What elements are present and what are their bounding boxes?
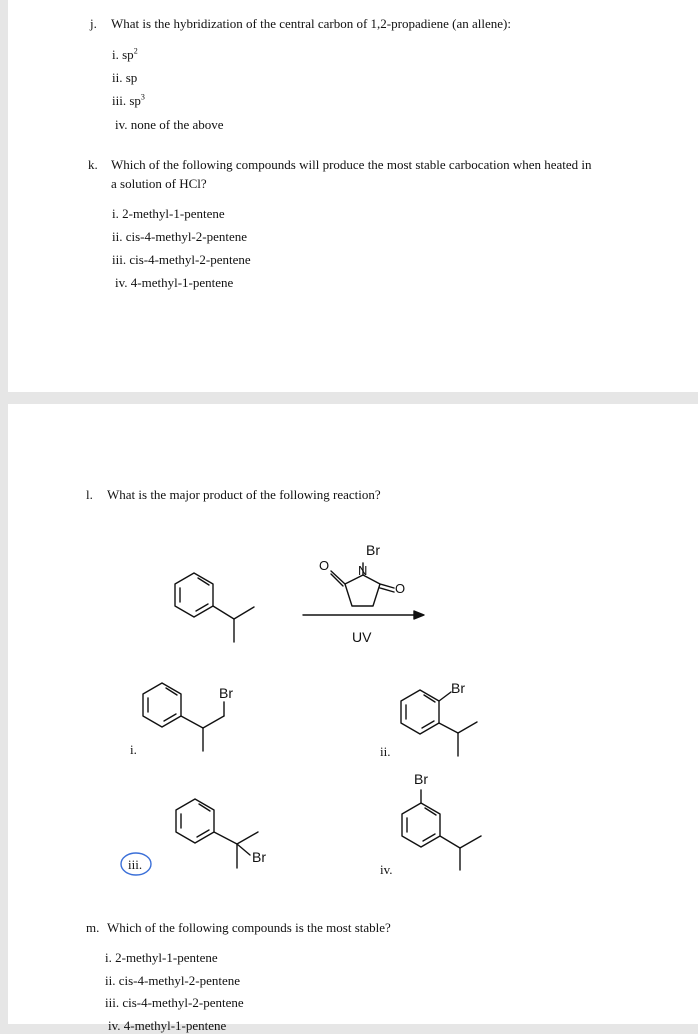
question-l-number: l.	[86, 487, 93, 502]
question-m-number: m.	[86, 920, 100, 935]
reaction-condition-label: UV	[352, 629, 372, 645]
question-k-text-line1: Which of the following compounds will produce the most stable carbocation when heated in	[111, 157, 592, 172]
question-j-number: j.	[90, 16, 97, 31]
choice-i-structure	[143, 683, 224, 751]
question-k-option-1: i. 2-methyl-1-pentene	[112, 206, 225, 221]
choice-iii-structure	[176, 799, 258, 868]
choice-ii-number: ii.	[380, 744, 391, 759]
choice-ii-structure	[401, 690, 477, 756]
question-j-option-4: iv. none of the above	[115, 117, 224, 132]
question-j-text: What is the hybridization of the central carbon of 1,2-propadiene (an allene):	[111, 16, 511, 31]
question-k-option-4: iv. 4-methyl-1-pentene	[115, 275, 234, 290]
choice-iv-structure	[402, 790, 481, 870]
question-m-option-1: i. 2-methyl-1-pentene	[105, 950, 218, 965]
choice-i-br-label: Br	[219, 685, 233, 701]
reaction-arrow	[303, 611, 424, 619]
choice-iii-br-label: Br	[252, 849, 266, 865]
question-k-number: k.	[88, 157, 98, 172]
question-k-option-2: ii. cis-4-methyl-2-pentene	[112, 229, 248, 244]
question-j-option-2: ii. sp	[112, 70, 138, 85]
choice-ii-br-label: Br	[451, 680, 465, 696]
question-j-option-1: i. $sp^2$	[112, 46, 138, 62]
question-m-option-2: ii. cis-4-methyl-2-pentene	[105, 973, 241, 988]
choice-iv-br-label: Br	[414, 771, 428, 787]
nbs-br-label: Br	[366, 542, 380, 558]
question-k-text-line2: a solution of HCl?	[111, 176, 207, 191]
question-l-text: What is the major product of the following reaction?	[107, 487, 381, 502]
choice-iv-number: iv.	[380, 862, 393, 877]
question-k-option-3: iii. cis-4-methyl-2-pentene	[112, 252, 251, 267]
question-m-text: Which of the following compounds is the most stable?	[107, 920, 391, 935]
choice-i-number: i.	[130, 742, 137, 757]
question-m-option-4: iv. 4-methyl-1-pentene	[108, 1018, 227, 1033]
nbs-o-left-label: O	[319, 558, 330, 573]
nbs-n-label: N	[358, 563, 368, 578]
starting-material-cumene	[175, 573, 254, 642]
choice-iii-number: iii.	[128, 857, 143, 872]
question-m-option-3: iii. cis-4-methyl-2-pentene	[105, 995, 244, 1010]
nbs-o-right-label: O	[395, 581, 406, 596]
question-j-option-3: iii. $sp^3$	[112, 92, 145, 108]
